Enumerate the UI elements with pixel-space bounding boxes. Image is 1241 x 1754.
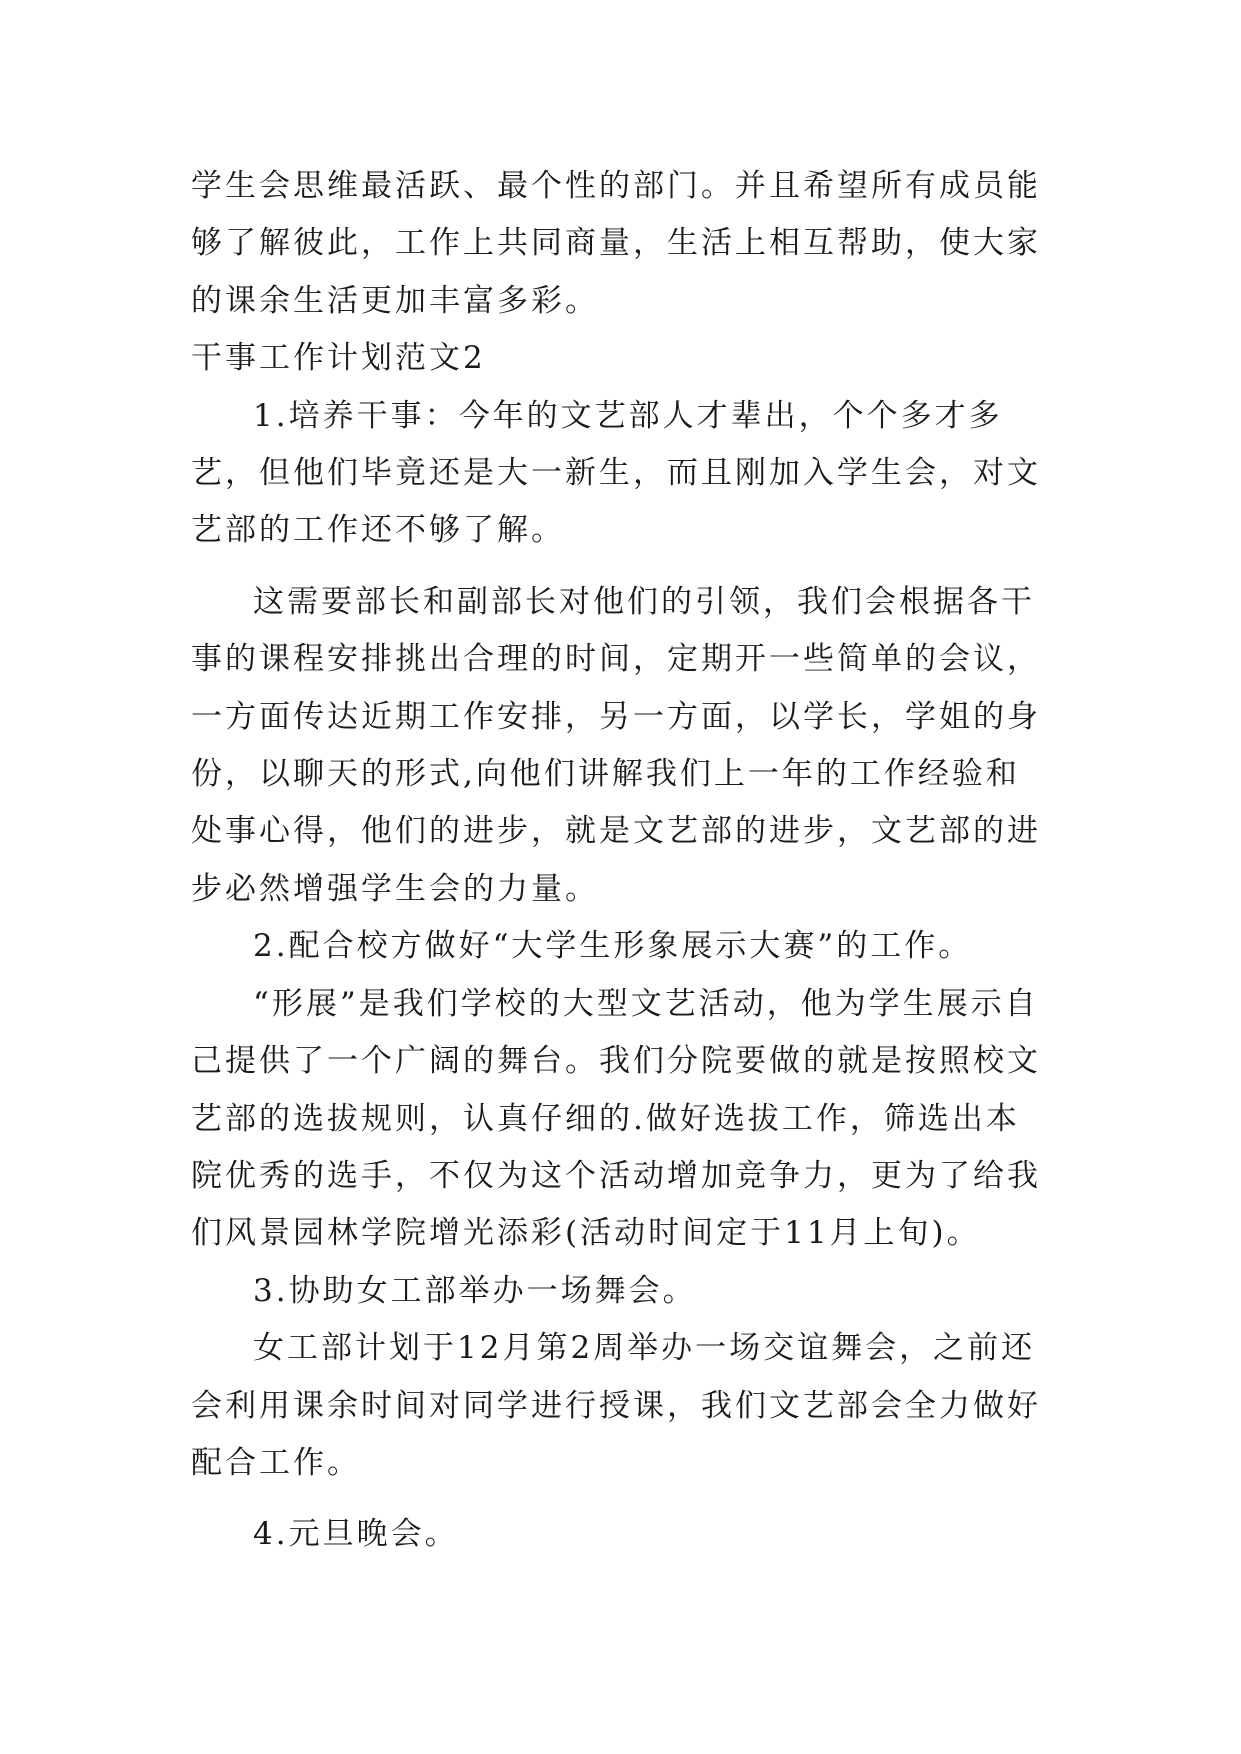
paragraph-item-2: 2.配合校方做好“大学生形象展示大赛”的工作。	[253, 928, 973, 965]
paragraph-item-4: 4.元旦晚会。	[253, 1516, 459, 1553]
document-page	[191, 158, 1051, 1564]
paragraph-item-3-detail: 女工部计划于12月第2周举办一场交谊舞会，之前还会利用课余时间对同学进行授课，我们文艺部会全力做好配合工作。	[191, 1330, 1041, 1481]
paragraph-continuation: 学生会思维最活跃、最个性的部门。并且希望所有成员能够了解彼此，工作上共同商量，生活上相互帮助，使大家的课余生活更加丰富多彩。	[191, 168, 1041, 319]
paragraph-item-1: 1.培养干事：今年的文艺部人才辈出，个个多才多艺，但他们毕竟还是大一新生，而且刚加入学生会，对文艺部的工作还不够了解。	[191, 397, 1041, 549]
paragraph-item-2-detail: “形展”是我们学校的大型文艺活动，他为学生展示自己提供了一个广阔的舞台。我们分院要做的就是按照校文艺部的选拔规则，认真仔细的.做好选拔工作，筛选出本院优秀的选手，不仅为这个活动增加竞争力，更为了给我们风景园林学院增光添彩(活动时间定于11月上旬)。	[191, 985, 1041, 1252]
section-heading: 干事工作计划范文2	[191, 340, 486, 377]
paragraph-item-3: 3.协助女工部举办一场舞会。	[253, 1272, 697, 1309]
paragraph-item-1-detail: 这需要部长和副部长对他们的引领，我们会根据各干事的课程安排挑出合理的时间，定期开一些简单的会议，一方面传达近期工作安排，另一方面，以学长，学姐的身份，以聊天的形式,向他们讲解我们上一年的工作经验和处事心得，他们的进步，就是文艺部的进步，文艺部的进步必然增强学生会的力量。	[191, 583, 1041, 907]
